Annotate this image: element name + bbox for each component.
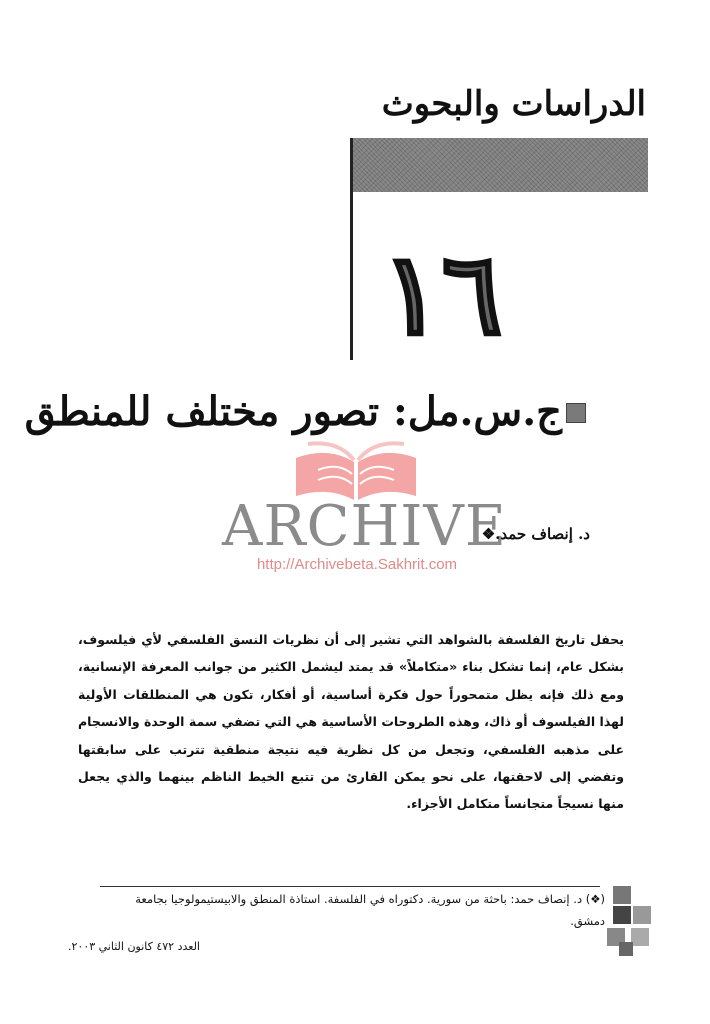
watermark-url: http://Archivebeta.Sakhrit.com xyxy=(256,556,458,573)
watermark-text: ARCHIVE xyxy=(222,494,507,559)
author-name: د. إنصاف حمد.❖ xyxy=(481,525,590,543)
decorative-squares-icon xyxy=(605,884,653,960)
title-bullet-square xyxy=(566,403,586,423)
article-title: ج.س.مل: تصور مختلف للمنطق xyxy=(24,388,562,435)
header-gray-bar xyxy=(352,138,648,192)
article-number: ١٦ xyxy=(381,229,503,360)
footnote-rule xyxy=(100,886,600,887)
vertical-rule xyxy=(350,138,353,360)
issue-info: العدد ٤٧٢ كانون الثاني ٢٠٠٣. xyxy=(68,940,200,953)
footnote: (❖) د. إنصاف حمد: باحثة من سورية. دكتوراه في الفلسفة. استاذة المنطق والابيستيمولوجيا بجامعة دمشق. xyxy=(135,892,605,928)
section-header: الدراسات والبحوث xyxy=(381,84,646,124)
body-paragraph: يحفل تاريخ الفلسفة بالشواهد التي تشير إلى أن نظريات النسق الفلسفي لأي فيلسوف، بشكل عام، إنما تشكل بناء «متكاملاً» قد يمتد ليشمل الكثير من جوانب المعرفة الإنسانية، ومع ذلك فإنه يظل متمحوراً حول فكرة أساسية، أو أفكار، تكون هي المنطلقات الأولية لهذا الفيلسوف أو ذاك، وهذه الطروحات الأساسية هي التي تضفي سمة الوحدة والانسجام على مذهبه الفلسفي، وتجعل من كل نظرية فيه نتيجة منطقية تترتب على سابقتها وتفضي إلى لاحقتها، على نحو يمكن القارئ من تتبع الخيط الناظم بينهما والذي يجعل منها نسيجاً متجانساً متكامل الأجزاء. xyxy=(78,632,624,812)
